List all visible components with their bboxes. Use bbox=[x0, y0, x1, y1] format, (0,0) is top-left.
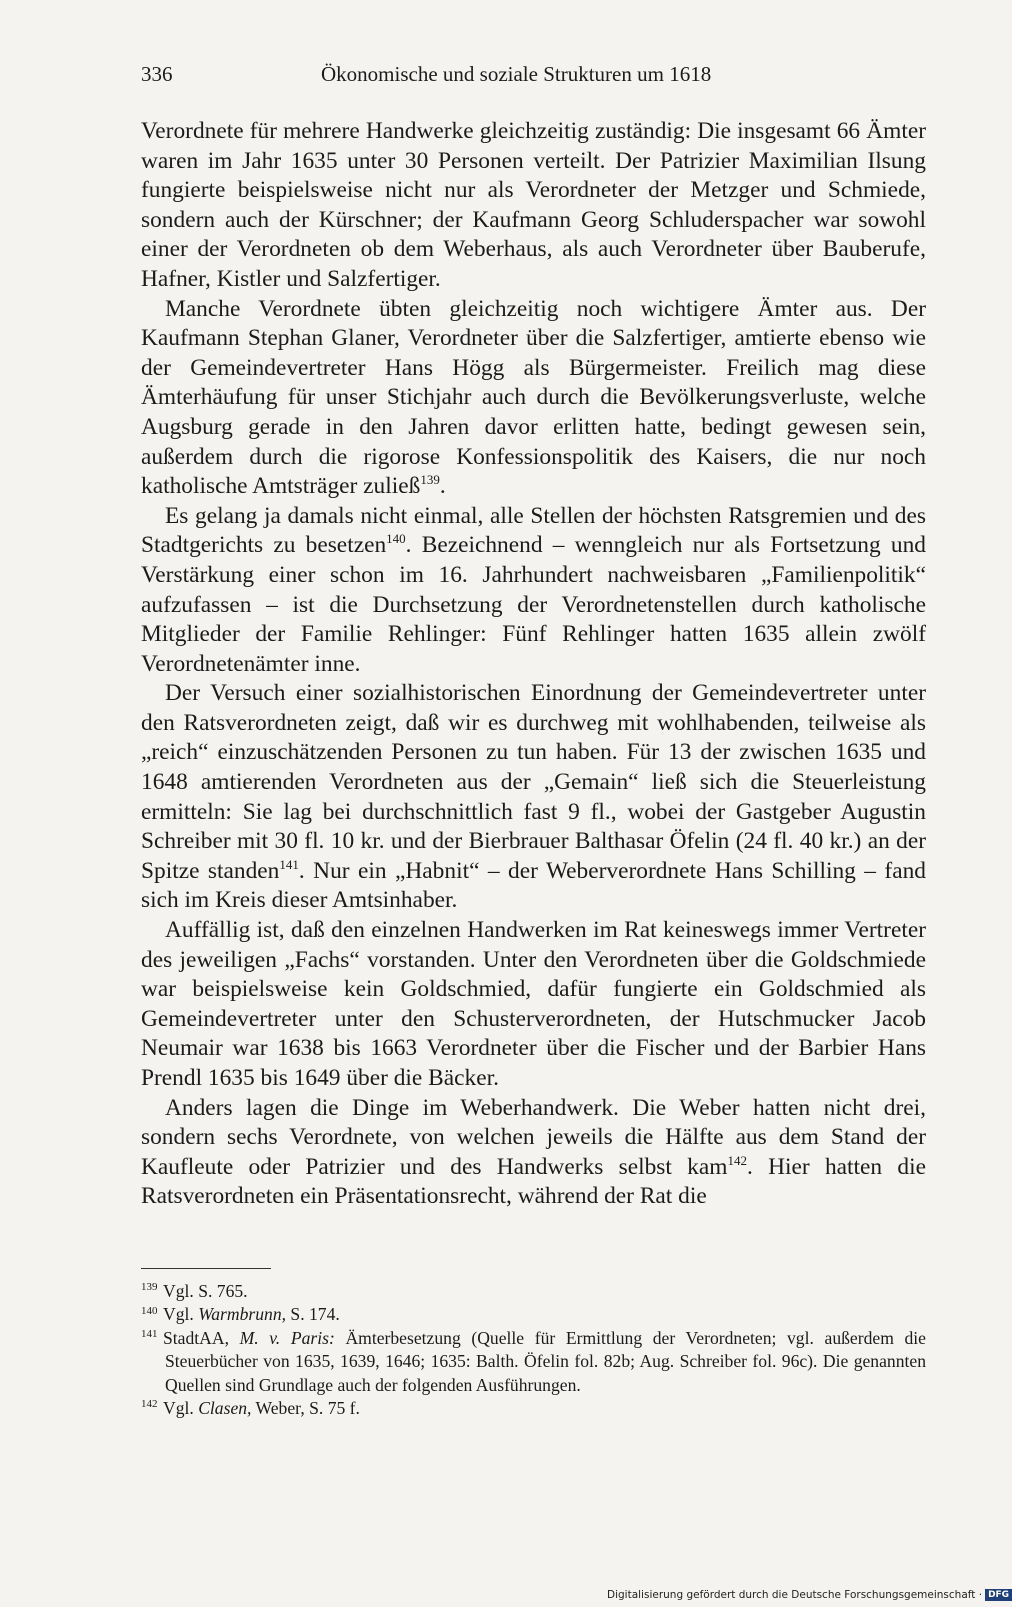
footnote-ref-140[interactable]: 140 bbox=[386, 531, 406, 547]
footnote-139: 139 Vgl. S. 765. bbox=[141, 1281, 248, 1301]
paragraph-5: Auffällig ist, daß den einzelnen Handwerken im Rat keineswegs immer Vertreter des jeweiligen „Fachs“ vorstanden. Unter den Verordneten über die Goldschmiede war beispielsweise kein Goldschmied, dafür fungierte ein Goldschmied als Gemeindevertreter unter den Schusterverordneten, der Hutschmucker Jacob Neumair war 1638 bis 1663 Verordneter über die Fischer und der Barbier Hans Prendl 1635 bis 1649 über die Bäcker. bbox=[141, 917, 926, 1091]
footnote-ref-139[interactable]: 139 bbox=[420, 472, 440, 488]
paragraph-3-rest: . Bezeichnend – wenngleich nur als Fortsetzung und Verstärkung einer schon im 16. Jahrhundert nachweisbaren „Familienpolitik“ aufzufassen – ist die Durchsetzung der Verordnetenstellen durch katholische Mitglieder der Familie Rehlinger: Fünf Rehlinger hatten 1635 allein zwölf Verordnetenämter inne. bbox=[141, 532, 926, 677]
footnote-divider bbox=[141, 1268, 271, 1269]
page-header bbox=[141, 62, 931, 92]
paragraph-4-rest: . Nur ein „Habnit“ – der Weberverordnete Hans Schilling – fand sich im Kreis dieser Amtsinhaber. bbox=[141, 857, 926, 914]
footnote-142: 142 Vgl. Clasen, Weber, S. 75 f. bbox=[141, 1398, 360, 1419]
running-title: Ökonomische und soziale Strukturen um 1618 bbox=[321, 62, 712, 86]
footnote-author: Clasen, bbox=[198, 1398, 252, 1419]
paragraph-3 bbox=[141, 502, 926, 680]
main-text bbox=[141, 117, 926, 1212]
footnote-141: 141 StadtAA, M. v. Paris: Ämterbesetzung (Quelle für Ermittlung der Verordneten; vgl. außerdem die Steuerbücher von 1635, 1639, 1646; 1635: Balth. Öfelin fol. 82b; Aug. Schreiber fol. 96c). Die genannten Quellen sind Grundlage auch der folgenden Ausführungen. bbox=[141, 1327, 926, 1395]
footnote-author: Warmbrunn, bbox=[198, 1304, 287, 1325]
paragraph-6-rest: . Hier hatten die Ratsverordneten ein Präsentationsrecht, während der Rat die bbox=[141, 1153, 926, 1210]
paragraph-4-text: Der Versuch einer sozialhistorischen Einordnung der Gemeindevertreter unter den Ratsverordneten zeigt, daß wir es durchweg mit wohlhabenden, teilweise als „reich“ einzuschätzenden Personen zu tun haben. Für 13 der zwischen 1635 und 1648 amtierenden Verordneten aus der „Gemain“ ließ sich die Steuerleistung ermitteln: Sie lag bei durchschnittlich fast 9 fl., wobei der Gastgeber Augustin Schreiber mit 30 fl. 10 kr. und der Bierbrauer Balthasar Öfelin (24 fl. 40 kr.) an der Spitze standen bbox=[141, 680, 926, 884]
footnote-text: Vgl. bbox=[163, 1304, 199, 1325]
credit-text: Digitalisierung gefördert durch die Deutsche Forschungsgemeinschaft · bbox=[607, 1589, 983, 1601]
footnote-ref-142[interactable]: 142 bbox=[727, 1152, 747, 1168]
dfg-logo[interactable]: DFG bbox=[985, 1589, 1012, 1601]
footnote-text: Vgl. bbox=[163, 1398, 199, 1419]
paragraph-4 bbox=[141, 679, 926, 916]
paragraph-2 bbox=[141, 295, 926, 502]
paragraph-2-text: Manche Verordnete übten gleichzeitig noch wichtigere Ämter aus. Der Kaufmann Stephan Glaner, Verordneter über die Salzfertiger, amtierte ebenso wie der Gemeindevertreter Hans Högg als Bürgermeister. Freilich mag diese Ämterhäufung für unser Stichjahr auch durch die Bevölkerungsverluste, welche Augsburg gerade in den Jahren davor erlitten hatte, bedingt gewesen sein, außerdem durch die rigorose Konfessionspolitik des Kaisers, die nur noch katholische Amtsträger zuließ bbox=[141, 295, 926, 500]
footnote-text: Vgl. S. 765. bbox=[163, 1281, 248, 1301]
paragraph-1: Verordnete für mehrere Handwerke gleichzeitig zuständig: Die insgesamt 66 Ämter waren im Jahr 1635 unter 30 Personen verteilt. Der Patrizier Maximilian Ilsung fungierte beispielsweise nicht nur als Verordneter der Metzger und Schmiede, sondern auch der Kürschner; der Kaufmann Georg Schluderspacher war sowohl einer der Verordneten ob dem Weberhaus, als auch Verordneter über Bauberufe, Hafner, Kistler und Salzfertiger. bbox=[141, 118, 926, 292]
footnote-source: M. v. Paris: bbox=[239, 1327, 335, 1348]
footnote-text: S. 174. bbox=[286, 1304, 340, 1325]
digitization-credit bbox=[607, 1589, 1010, 1605]
footnotes bbox=[141, 1280, 926, 1420]
page-number: 336 bbox=[141, 62, 173, 86]
paragraph-6 bbox=[141, 1094, 926, 1212]
footnote-140: 140 Vgl. Warmbrunn, S. 174. bbox=[141, 1304, 340, 1325]
paragraph-2-end: . bbox=[439, 473, 446, 500]
footnote-text: Weber, S. 75 f. bbox=[251, 1398, 360, 1419]
paragraph-3-text: Es gelang ja damals nicht einmal, alle Stellen der höchsten Ratsgremien und des Stadtgerichts zu besetzen bbox=[141, 502, 926, 559]
footnote-text: StadtAA, bbox=[163, 1327, 240, 1348]
paragraph-6-text: Anders lagen die Dinge im Weberhandwerk. Die Weber hatten nicht drei, sondern sechs Verordnete, von welchen jeweils die Hälfte aus dem Stand der Kaufleute oder Patrizier und des Handwerks selbst kam bbox=[141, 1094, 926, 1180]
footnote-ref-141[interactable]: 141 bbox=[279, 857, 299, 873]
footnote-text: Ämterbesetzung (Quelle für Ermittlung der Verordneten; vgl. außerdem die Steuerbücher von 1635, 1639, 1646; 1635: Balth. Öfelin fol. 82b; Aug. Schreiber fol. 96c). Die genannten Quellen sind Grundlage auch der folgenden Ausführungen. bbox=[165, 1327, 926, 1395]
